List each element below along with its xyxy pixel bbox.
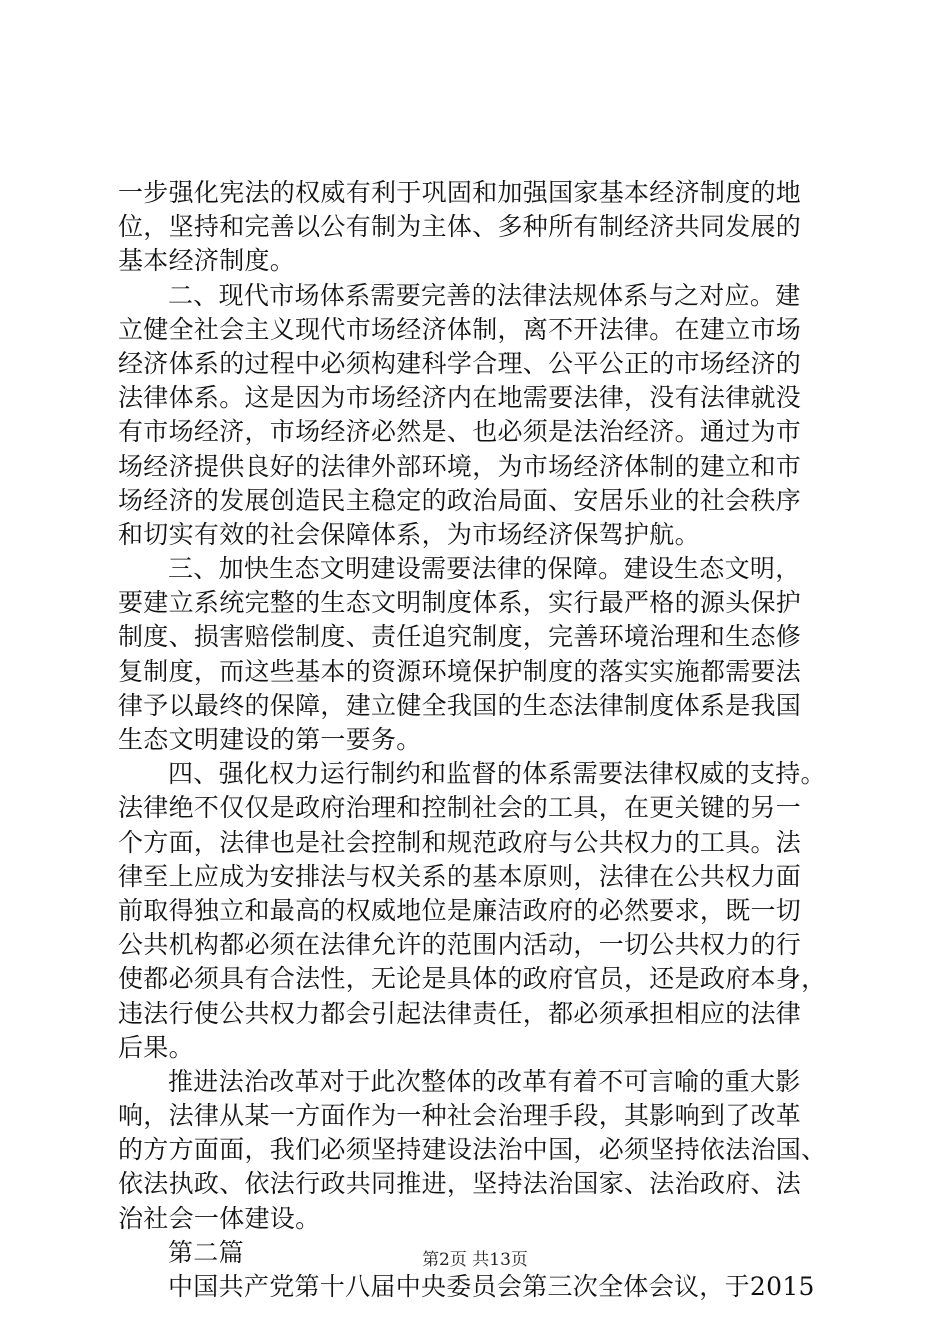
text-line: 公共机构都必须在法律允许的范围内活动，一切公共权力的行 <box>118 930 802 960</box>
text-line: 违法行使公共权力都会引起法律责任，都必须承担相应的法律 <box>118 998 802 1028</box>
text-line: 依法执政、依法行政共同推进，坚持法治国家、法治政府、法 <box>118 1169 802 1199</box>
paragraph-start-line: 推进法治改革对于此次整体的改革有着不可言喻的重大影 <box>168 1066 801 1096</box>
text-line: 场经济的发展创造民主稳定的政治局面、安居乐业的社会秩序 <box>118 485 802 515</box>
text-line: 立健全社会主义现代市场经济体制，离不开法律。在建立市场 <box>118 314 802 344</box>
text-line: 制度、损害赔偿制度、责任追究制度，完善环境治理和生态修 <box>118 622 802 652</box>
paragraph-start-line: 三、加快生态文明建设需要法律的保障。建设生态文明， <box>168 554 801 584</box>
text-line: 场经济提供良好的法律外部环境，为市场经济体制的建立和市 <box>118 451 802 481</box>
document-body <box>118 176 840 1304</box>
paragraph-start-line: 二、现代市场体系需要完善的法律法规体系与之对应。建 <box>168 280 801 310</box>
text-line: 法律绝不仅仅是政府治理和控制社会的工具，在更关键的另一 <box>118 793 802 823</box>
text-line: 前取得独立和最高的权威地位是廉洁政府的必然要求，既一切 <box>118 895 802 925</box>
paragraph-start-line: 中国共产党第十八届中央委员会第三次全体会议，于2015 <box>168 1272 815 1301</box>
text-line: 后果。 <box>118 1032 194 1062</box>
text-line: 生态文明建设的第一要务。 <box>118 725 422 754</box>
text-line: 法律体系。这是因为市场经济内在地需要法律，没有法律就没 <box>118 383 802 413</box>
text-line: 有市场经济，市场经济必然是、也必须是法治经济。通过为市 <box>118 417 802 447</box>
text-line: 经济体系的过程中必须构建科学合理、公平公正的市场经济的 <box>118 348 802 378</box>
text-line: 基本经济制度。 <box>118 246 296 276</box>
text-line: 响，法律从某一方面作为一种社会治理手段，其影响到了改革 <box>118 1101 802 1131</box>
text-line: 律至上应成为安排法与权关系的基本原则，法律在公共权力面 <box>118 861 802 891</box>
text-line: 位，坚持和完善以公有制为主体、多种所有制经济共同发展的 <box>118 212 802 242</box>
text-line: 个方面，法律也是社会控制和规范政府与公共权力的工具。法 <box>118 827 802 857</box>
page-number-footer: 第2页 共13页 <box>422 1250 528 1270</box>
section-heading: 第二篇 <box>168 1237 244 1267</box>
text-line: 使都必须具有合法性，无论是具体的政府官员，还是政府本身， <box>118 964 827 994</box>
paragraph-start-line: 四、强化权力运行制约和监督的体系需要法律权威的支持。 <box>168 759 826 789</box>
text-line: 要建立系统完整的生态文明制度体系，实行最严格的源头保护 <box>118 588 802 618</box>
text-line: 复制度，而这些基本的资源环境保护制度的落实实施都需要法 <box>118 656 802 686</box>
text-line: 和切实有效的社会保障体系，为市场经济保驾护航。 <box>118 519 700 549</box>
text-line: 治社会一体建设。 <box>118 1203 321 1233</box>
text-line: 的方方面面，我们必须坚持建设法治中国，必须坚持依法治国、 <box>118 1135 827 1165</box>
text-line: 一步强化宪法的权威有利于巩固和加强国家基本经济制度的地 <box>118 178 802 207</box>
text-line: 律予以最终的保障，建立健全我国的生态法律制度体系是我国 <box>118 690 802 720</box>
